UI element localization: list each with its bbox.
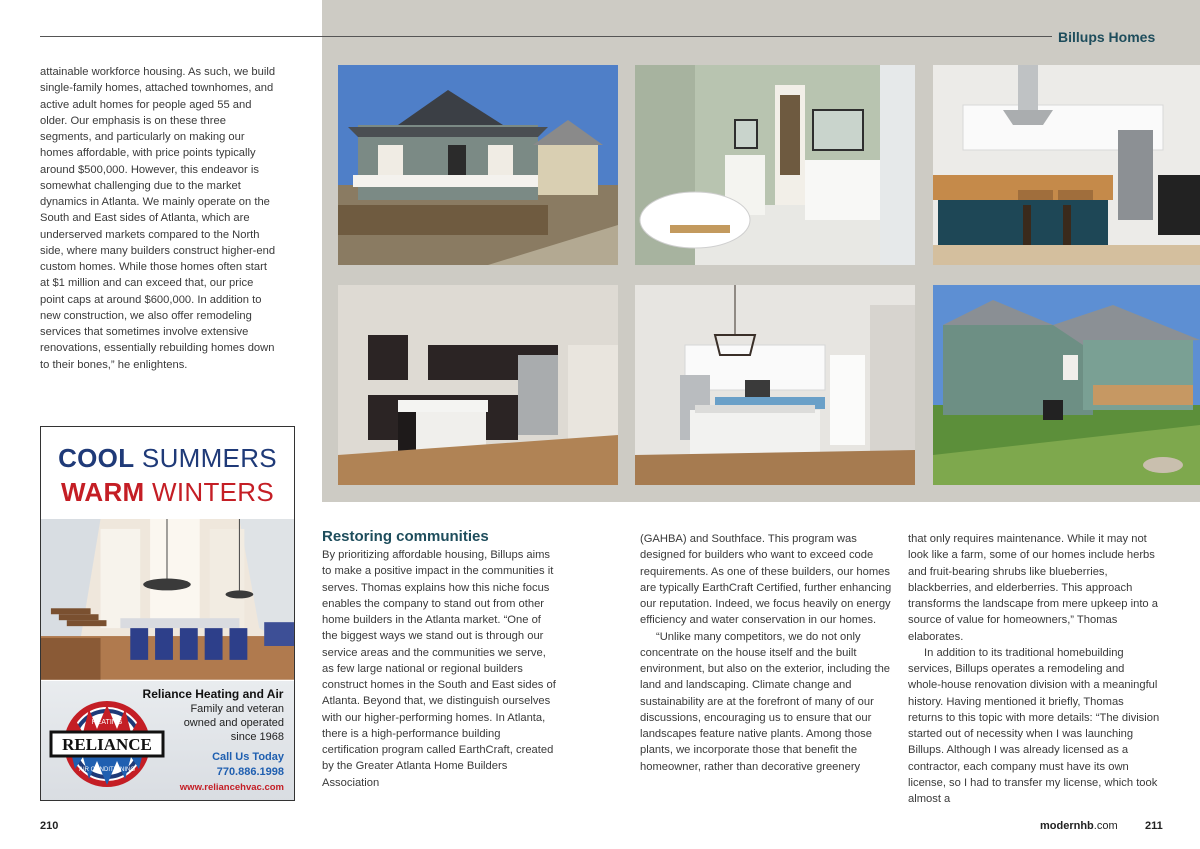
- house-rear-photo: [933, 285, 1200, 485]
- kitchen-island-photo: [933, 65, 1200, 265]
- article-column-1: [322, 547, 558, 791]
- svg-text:RELIANCE: RELIANCE: [62, 735, 152, 754]
- article-column-3: [908, 531, 1160, 807]
- ad-website-link[interactable]: www.reliancehvac.com: [179, 782, 284, 793]
- ad-interior-image: [41, 519, 294, 681]
- column-3-paragraph-2: In addition to its traditional homebuilding services, Billups operates a remodeling and whole-house renovation division with a meaningful history. Having mentioned it briefly, Thomas returns to this topic with more details: “The division started out of necessity when I was launching Billups. Although I was already licensed as a contractor, each company must have its own license, so I had to transfer my license, which took almost a: [908, 646, 1160, 805]
- article-column-2: [640, 531, 892, 775]
- bathroom-photo: [635, 65, 915, 265]
- reliance-ad[interactable]: [40, 426, 295, 801]
- ad-tagline-1: Family and veteran: [190, 703, 284, 715]
- house-exterior-photo: [338, 65, 618, 265]
- section-title: Restoring communities: [322, 528, 489, 545]
- left-column-text: attainable workforce housing. As such, we build single-family homes, attached townhomes, and active adult homes for people aged 55 and older. Our emphasis is on these three segments, and particularly on making our homes affordable, with price points typically around $500,000. However, this endeavor is somewhat challenging due to the market dynamics in Atlanta. We mainly operate on the South and East sides of Atlanta, which are underserved markets compared to the North side, where many builders construct higher-end custom homes. While those homes often start at $1 million and can exceed that, our price point caps at around $600,000. In addition to new construction, we also offer remodeling services that sometimes involve extensive renovations, essentially rebuilding homes down to their bones,” he enlightens.: [40, 66, 276, 371]
- ad-tagline-2: owned and operated: [183, 717, 284, 729]
- ad-company-name: Reliance Heating and Air: [142, 687, 284, 701]
- header-rule-right: [322, 36, 1052, 37]
- ad-headline-warm: WARM WINTERS: [60, 477, 275, 507]
- page-number-right: 211: [1145, 820, 1163, 832]
- reliance-logo: [49, 699, 165, 789]
- svg-text:AIR CONDITIONING: AIR CONDITIONING: [78, 767, 136, 773]
- site-url[interactable]: modernhb.com: [1040, 820, 1118, 832]
- column-3-paragraph-1: that only requires maintenance. While it may not look like a farm, some of our homes include herbs and fruit-bearing shrubs like blueberries, blackberries, and elderberries. This approach transforms the landscape from mere upkeep into a source of value for homeowners,” Thomas elaborates.: [908, 533, 1158, 643]
- white-kitchen-photo: [635, 285, 915, 485]
- header-rule-left: [40, 36, 322, 37]
- dark-kitchen-photo: [338, 285, 618, 485]
- column-2-paragraph-2: “Unlike many competitors, we do not only concentrate on the house itself and the built environment, but also on the exterior, including the land and landscaping. Climate change and sustainability are at the forefront of many of our discussions, encouraging us to ensure that our landscapes feature native plants. Among those plants, we incorporate those that benefit the homeowner, rather than decorative greenery: [640, 630, 891, 773]
- ad-tagline-3: since 1968: [230, 731, 284, 743]
- ad-call-to-action: Call Us Today: [212, 751, 284, 763]
- page-number-left: 210: [40, 820, 59, 832]
- running-header-brand: Billups Homes: [1058, 29, 1156, 45]
- ad-contact-panel: [41, 681, 294, 801]
- ad-headline-cool: COOL SUMMERS: [58, 443, 277, 473]
- svg-text:HEATING: HEATING: [91, 719, 123, 726]
- ad-phone-number[interactable]: 770.886.1998: [216, 766, 284, 778]
- column-2-paragraph-1: (GAHBA) and Southface. This program was designed for builders who want to exceed code requirements. As one of these builders, our homes are typically EarthCraft Certified, further enhancing our reputation. Indeed, we focus heavily on energy efficiency and water conservation in our homes.: [640, 533, 892, 627]
- column-1-paragraph: By prioritizing affordable housing, Billups aims to make a positive impact in the communities it serves. Thomas explains how this niche focus enables the company to stand out from other home builders in the Atlanta market. “One of the biggest ways we stand out is through our service areas and the communities we serve, as few large national or regional builders construct homes in the South and East sides of Atlanta. Beyond that, we distinguish ourselves with our higher-performing homes. In Atlanta, there is a high-performance building certification program called EarthCraft, created by the Greater Atlanta Home Builders Association: [322, 549, 556, 789]
